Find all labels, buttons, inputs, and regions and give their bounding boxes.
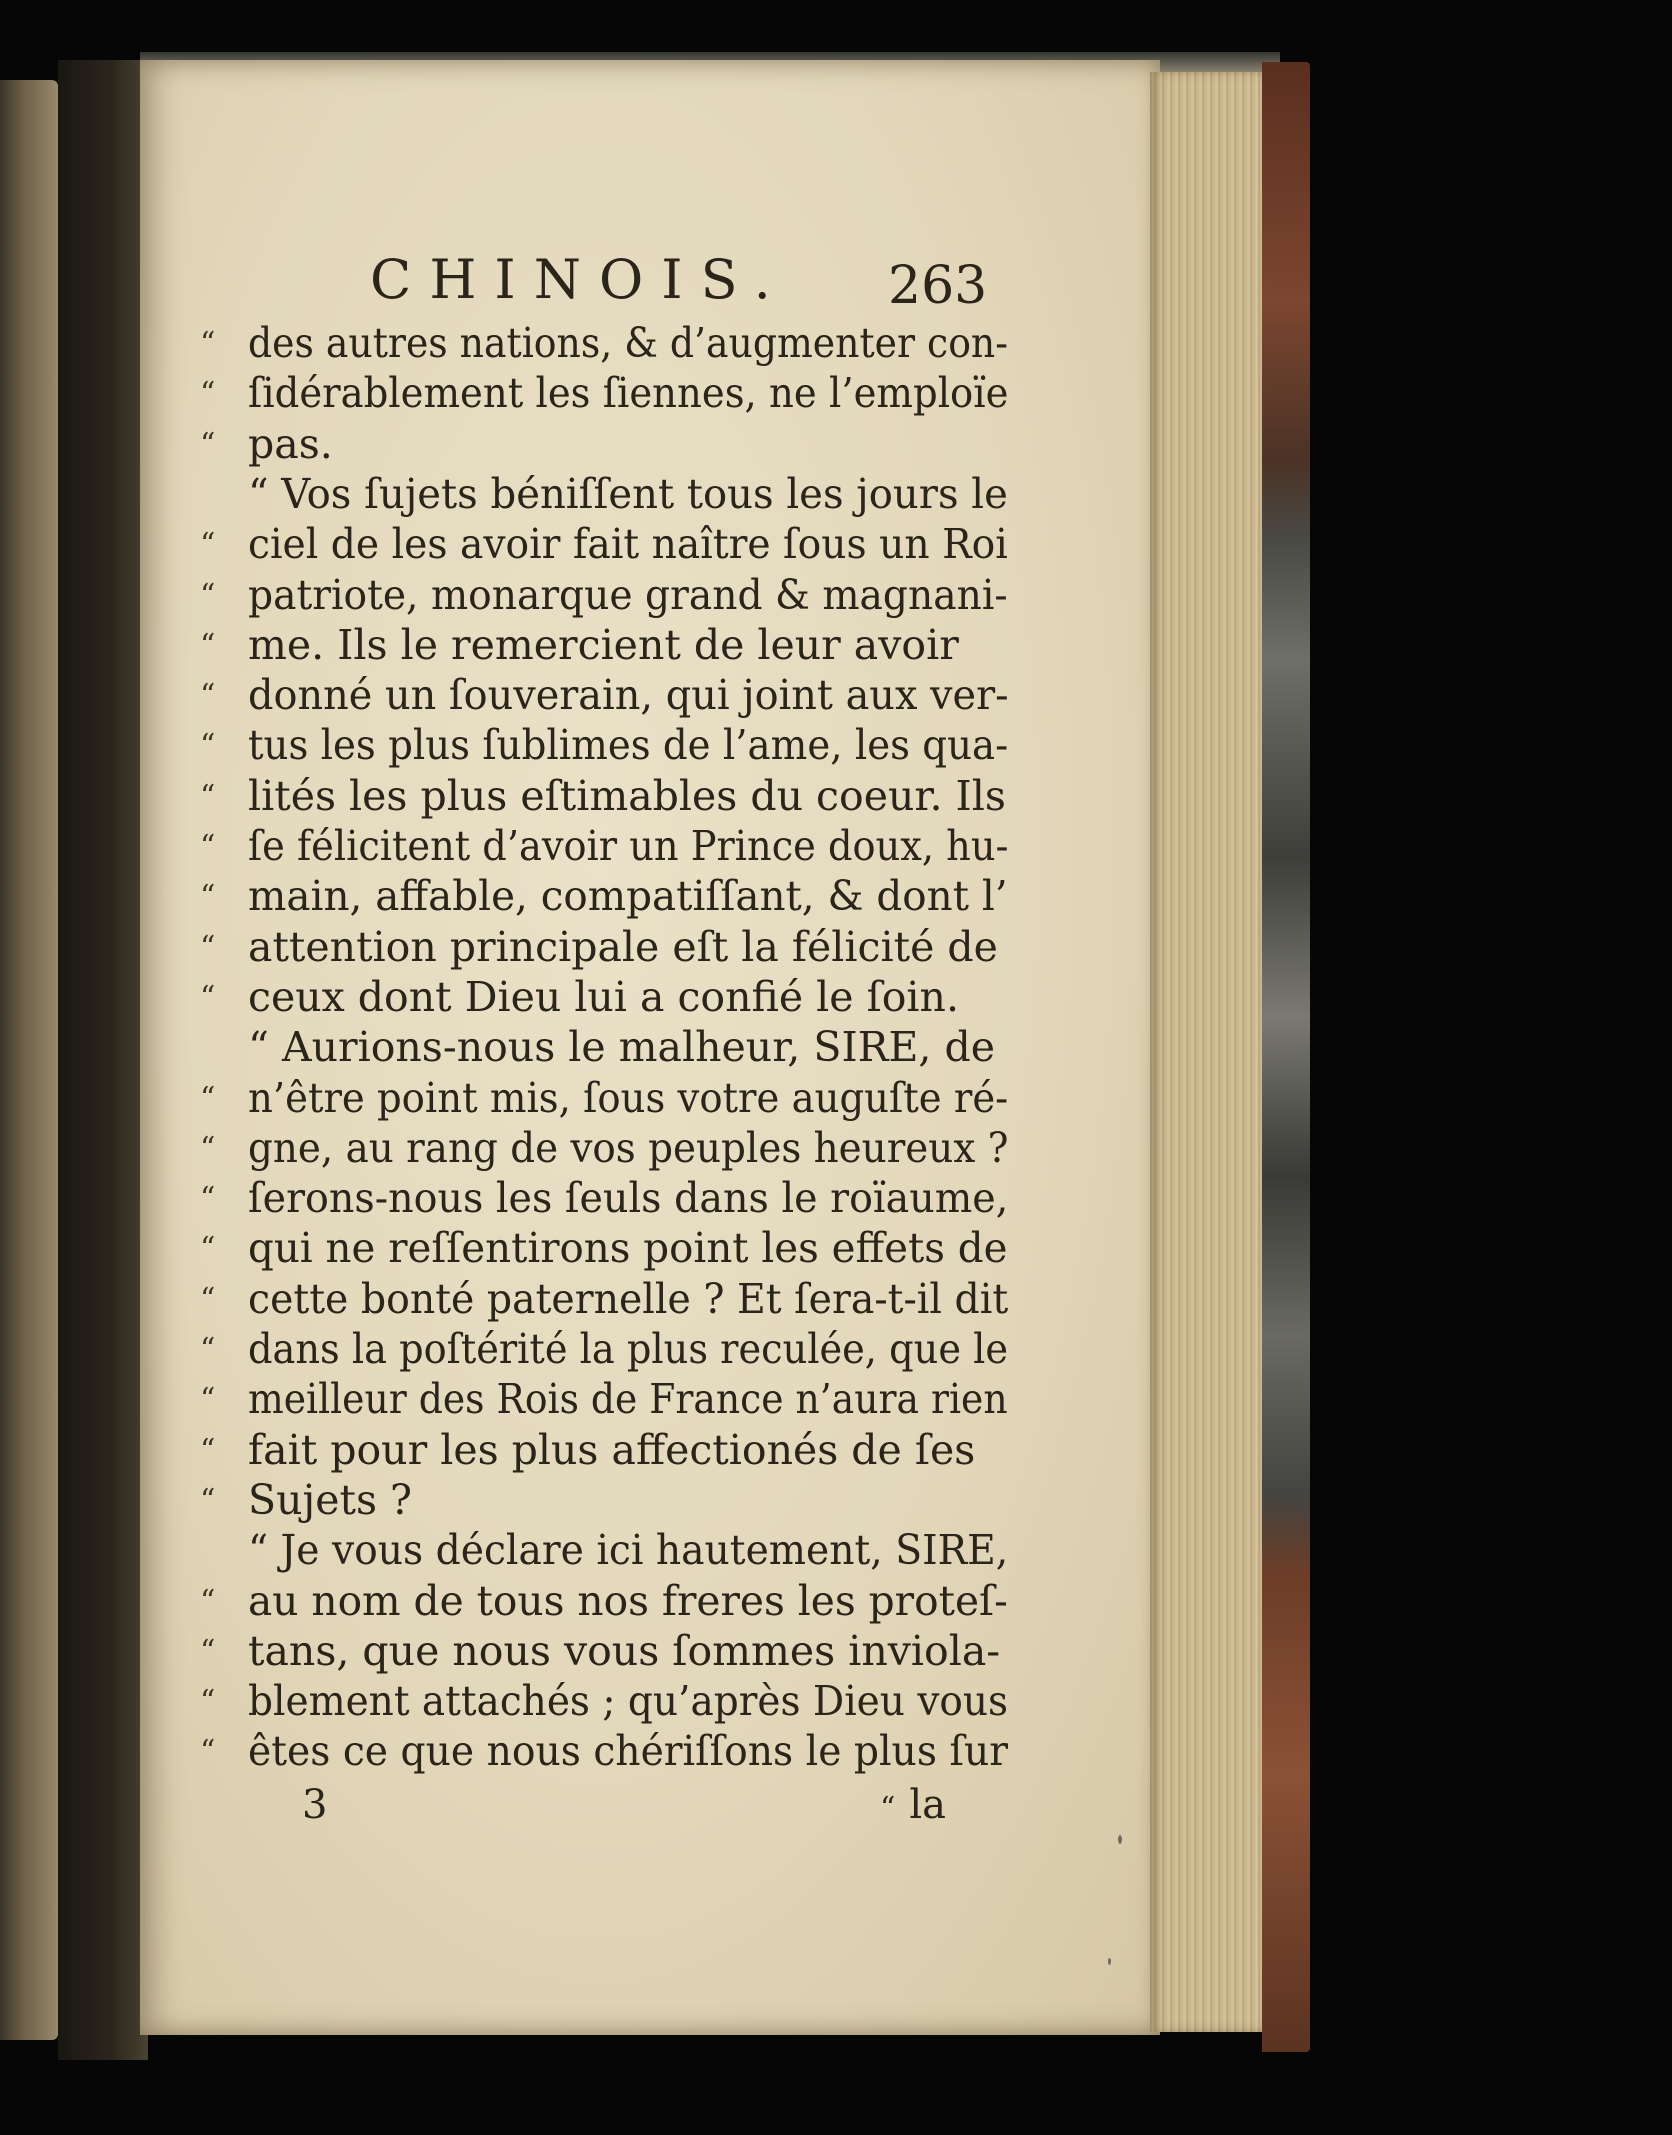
text-line [200,1576,1008,1627]
page-number: 263 [888,256,988,316]
line-text: gne, au rang de vos peuples heureux ? [248,1124,1009,1172]
catchword-text: la [909,1782,946,1828]
text-line [200,368,1009,419]
margin-quote-mark: “ [200,779,216,814]
catchword [880,1782,946,1828]
text-line [200,670,1009,721]
text-line [200,469,1008,520]
margin-quote-mark: “ [200,326,216,361]
margin-quote-mark: “ [200,1483,216,1518]
margin-quote-mark: “ [200,427,216,462]
margin-quote-mark: “ [200,1081,216,1116]
line-text: ceux dont Dieu lui a confié le ſoin. [248,973,959,1021]
margin-quote-mark: “ [200,1231,216,1266]
text-line [200,1173,1009,1224]
text-line [200,1475,1000,1526]
margin-quote-mark: “ [200,628,216,663]
text-line [200,922,1000,973]
line-text: ſe félicitent d’avoir un Prince doux, hu- [248,822,1009,870]
text-line [200,1374,1008,1425]
line-text: pas. [248,420,333,468]
line-text: patriote, monarque grand & magnani- [248,571,1008,619]
line-text: êtes ce que nous chériſſons le plus ſur [248,1727,1008,1775]
line-text: donné un ſouverain, qui joint aux ver- [248,671,1009,719]
line-text: blement attachés ; qu’après Dieu vous [248,1677,1009,1725]
margin-quote-mark: “ [200,728,216,763]
margin-quote-mark: “ [200,1734,216,1769]
text-line [200,1676,1009,1727]
line-text: ſidérablement les ſiennes, ne l’emploïe [248,369,1009,417]
text-line [200,519,1008,570]
line-text: ciel de les avoir fait naître ſous un Roi [248,520,1008,568]
line-text: “ Vos ſujets béniſſent tous les jours le [248,470,1008,518]
line-text: “ Aurions-nous le malheur, SIRE, de [248,1023,996,1071]
line-text: main, affable, compatiſſant, & dont l’ [248,872,1008,920]
margin-quote-mark: “ [200,527,216,562]
margin-quote-mark: “ [200,578,216,613]
text-line [200,570,1008,621]
line-text: “ Je vous déclare ici hautement, SIRE, [248,1526,1009,1574]
text-line [200,1073,1009,1124]
text-line [200,1525,1009,1576]
line-text: qui ne reſſentirons point les effets de [248,1224,1008,1272]
margin-quote-mark: “ [200,1684,216,1719]
text-line [200,720,1009,771]
line-text: n’être point mis, ſous votre auguſte ré- [248,1074,1009,1122]
margin-quote-mark: “ [200,1332,216,1367]
line-text: lités les plus eſtimables du coeur. Ils [248,772,1006,820]
margin-quote-mark: “ [200,1282,216,1317]
line-text: cette bonté paternelle ? Et ſera-t-il dit [248,1275,1009,1323]
margin-quote-mark: “ [200,1634,216,1669]
margin-quote-mark: “ [200,879,216,914]
text-line [200,1425,1000,1476]
margin-quote-mark: “ [200,1181,216,1216]
margin-quote-mark: “ [200,930,216,965]
line-text: me. Ils le remercient de leur avoir [248,621,959,669]
text-line [200,1022,1000,1073]
line-text: Sujets ? [248,1476,412,1524]
line-text: ſerons-nous les ſeuls dans le roïaume, [248,1174,1009,1222]
margin-quote-mark: “ [200,678,216,713]
line-text: dans la poſtérité la plus reculée, que le [248,1325,1009,1373]
margin-quote-mark: “ [200,1584,216,1619]
line-text: meilleur des Rois de France n’aura rien [248,1375,1008,1423]
margin-quote-mark: “ [200,1382,216,1417]
catchword-quote: “ [880,1791,896,1826]
text-line [200,620,1000,671]
margin-quote-mark: “ [200,829,216,864]
margin-quote-mark: “ [200,376,216,411]
line-text: des autres nations, & d’augmenter con- [248,319,1009,367]
line-text: tans, que nous vous ſommes inviola- [248,1627,1001,1675]
text-line [200,771,1006,822]
text-line [200,871,1008,922]
text-line [200,318,1009,369]
running-head: CHINOIS. [370,248,789,311]
text-line [200,419,1000,470]
text-line [200,1223,1008,1274]
margin-quote-mark: “ [200,1433,216,1468]
line-text: attention principale eſt la félicité de [248,923,998,971]
text-line [200,1626,1000,1677]
text-line [200,821,1009,872]
line-text: fait pour les plus affectionés de ſes [248,1426,976,1474]
text-line [200,972,1000,1023]
text-line [200,1274,1009,1325]
text-line [200,1324,1009,1375]
text-line [200,1726,1008,1777]
signature-mark: 3 [302,1782,328,1828]
margin-quote-mark: “ [200,980,216,1015]
line-text: au nom de tous nos freres les proteſ- [248,1577,1008,1625]
text-line [200,1123,1009,1174]
line-text: tus les plus ſublimes de l’ame, les qua- [248,721,1009,769]
margin-quote-mark: “ [200,1131,216,1166]
